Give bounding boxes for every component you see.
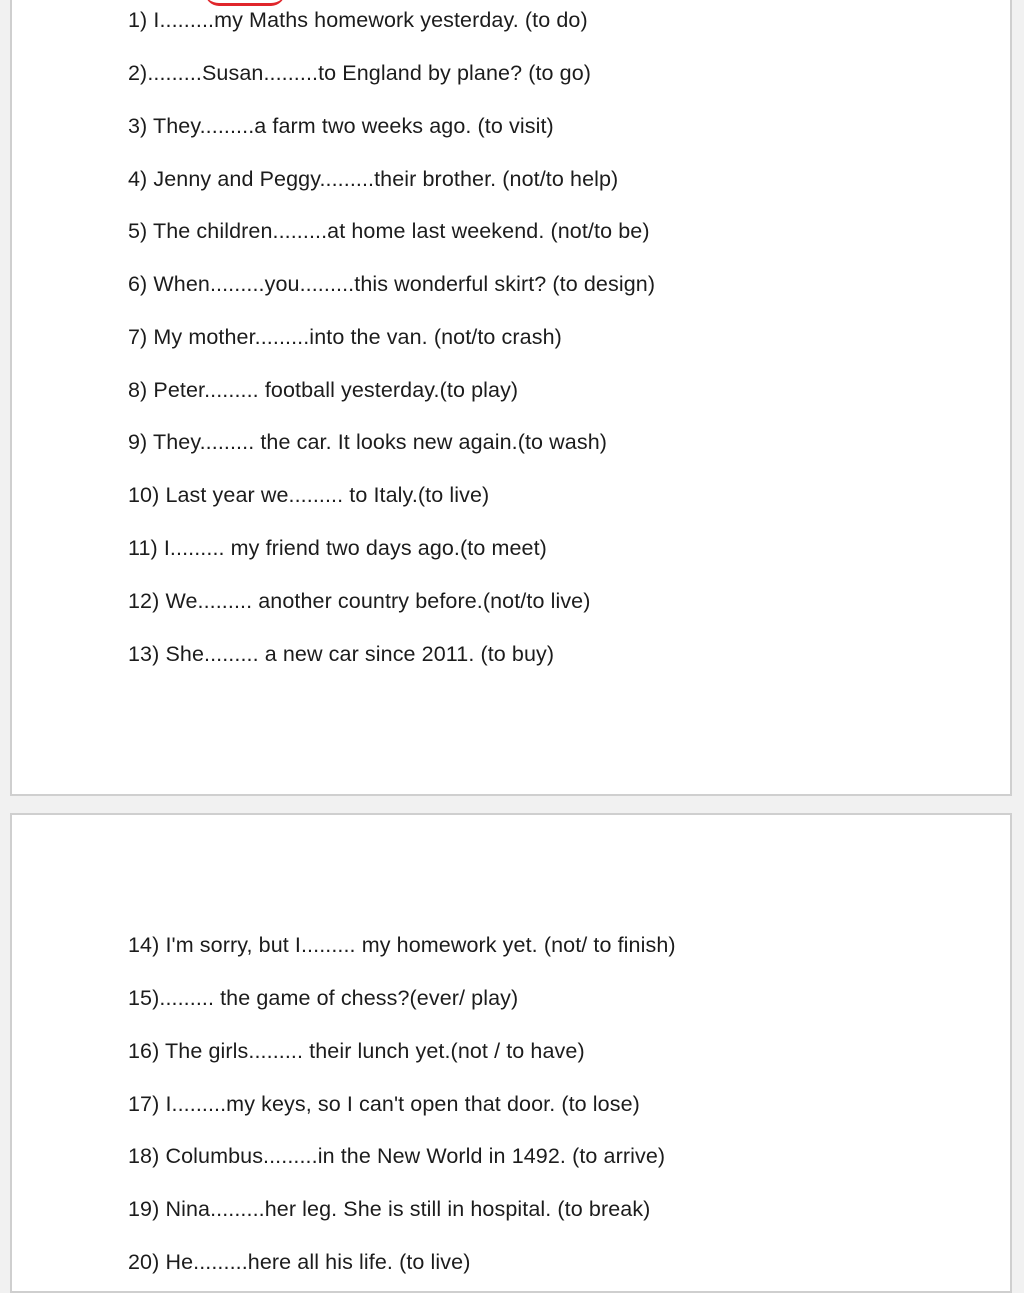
exercise-item-12: 12) We......... another country before.(not/to live) xyxy=(128,589,591,613)
exercise-item-2: 2).........Susan.........to England by plane? (to go) xyxy=(128,61,592,85)
exercise-item-7: 7) My mother.........into the van. (not/to crash) xyxy=(128,325,562,349)
exercise-item-4: 4) Jenny and Peggy.........their brother. (not/to help) xyxy=(128,167,619,191)
exercise-item-17: 17) I.........my keys, so I can't open that door. (to lose) xyxy=(128,1092,640,1116)
exercise-item-1: 1) I.........my Maths homework yesterday. (to do) xyxy=(128,8,588,32)
exercise-item-13: 13) She......... a new car since 2011. (to buy) xyxy=(128,642,555,666)
exercise-item-16: 16) The girls......... their lunch yet.(not / to have) xyxy=(128,1039,585,1063)
exercise-item-14: 14) I'm sorry, but I......... my homework yet. (not/ to finish) xyxy=(128,933,676,957)
exercise-item-3: 3) They.........a farm two weeks ago. (to visit) xyxy=(128,114,554,138)
exercise-item-19: 19) Nina.........her leg. She is still in hospital. (to break) xyxy=(128,1197,651,1221)
exercise-item-18: 18) Columbus.........in the New World in 1492. (to arrive) xyxy=(128,1144,666,1168)
exercise-item-11: 11) I......... my friend two days ago.(to meet) xyxy=(128,536,547,560)
exercise-item-8: 8) Peter......... football yesterday.(to play) xyxy=(128,378,519,402)
exercise-item-10: 10) Last year we......... to Italy.(to live) xyxy=(128,483,490,507)
exercise-item-20: 20) He.........here all his life. (to live) xyxy=(128,1250,471,1274)
exercise-item-6: 6) When.........you.........this wonderful skirt? (to design) xyxy=(128,272,656,296)
exercise-item-15: 15)......... the game of chess?(ever/ play) xyxy=(128,986,519,1010)
red-pen-mark xyxy=(205,0,285,6)
exercise-item-5: 5) The children.........at home last weekend. (not/to be) xyxy=(128,219,650,243)
exercise-item-9: 9) They......... the car. It looks new again.(to wash) xyxy=(128,430,608,454)
